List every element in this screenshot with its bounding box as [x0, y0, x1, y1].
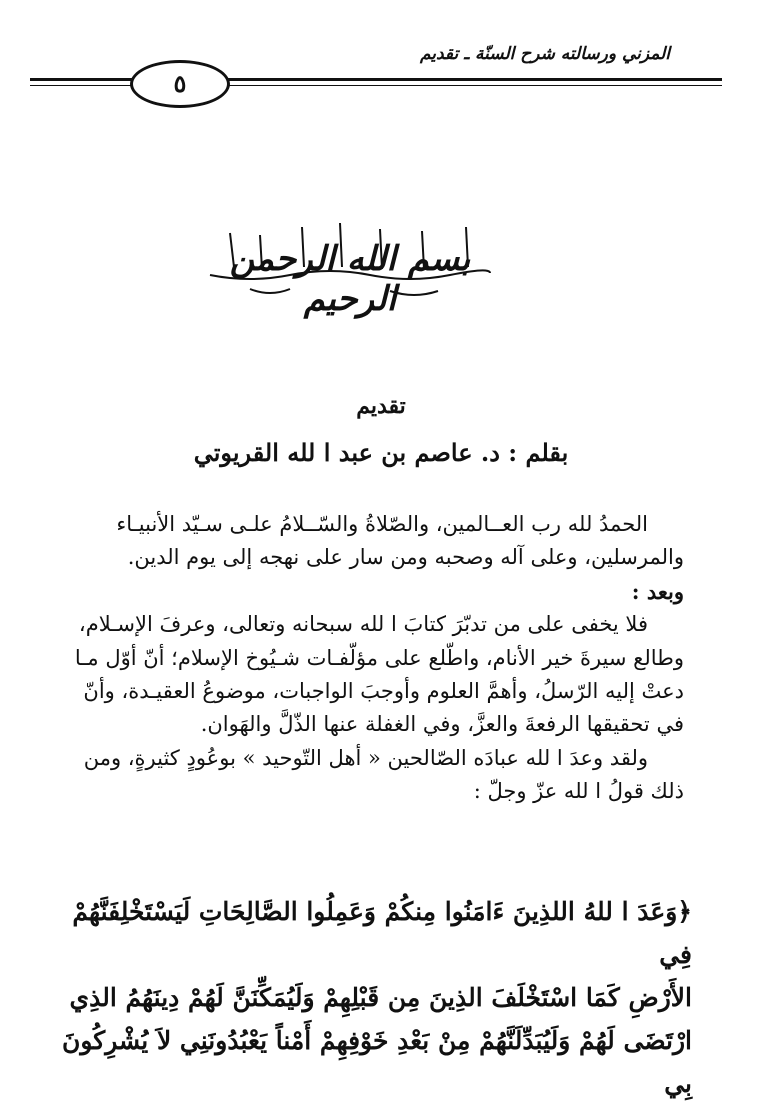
page-number: ٥ — [173, 69, 187, 98]
paragraph-3-line-2: ذلك قولُ ا لله عزّ وجلّ : — [473, 779, 684, 803]
basmala-calligraphy — [190, 205, 510, 319]
quran-line-3: ارْتَضَى لَهُمْ وَلَيُبَدِّلَنَّهُمْ مِنْ بَعْدِ خَوْفِهِمْ أَمْناً يَعْبُدُونَنِي لاَ يُشْرِكُونَ بِي — [62, 1026, 692, 1098]
quran-verse — [48, 890, 692, 1105]
paragraph-2-line-2: وطالع سيرةَ خير الأنام، واطّلع على مؤلّفـات شـيُوخ الإسلام؛ أنّ أوّل مـا — [74, 645, 684, 670]
paragraph-2-line-4: في تحقيقها الرفعةَ والعزَّ، وفي الغفلة عنها الذّلَّ والهَوان. — [200, 712, 684, 737]
author-line: بقلم : د. عاصم بن عبد ا لله القريوتي — [193, 438, 569, 467]
paragraph-1-line-1: الحمدُ لله رب العــالمين، والصّلاةُ والسّــلامُ علـى سـيّد الأنبيـاء — [116, 512, 648, 536]
quran-line-1: ﴿وَعَدَ ا للهُ اللذِينَ ءَامَنُوا مِنكُمْ وَعَمِلُوا الصَّالِحَاتِ لَيَسْتَخْلِفَنَّهُمْ فِي — [72, 897, 692, 969]
wabaad-heading: وبعد : — [631, 578, 684, 604]
paragraph-2-line-1: فلا يخفى على من تدبّرَ كتابَ ا لله سبحانه وتعالى، وعرفَ الإسـلام، — [78, 612, 648, 637]
basmala-text: بسم الله الرحمن الرحيم — [229, 239, 471, 319]
section-title: تقديم — [356, 393, 406, 419]
paragraph-3-line-1: ولقد وعدَ ا لله عبادَه الصّالحين « أهل التّوحيد » بوعُودٍ كثيرةٍ، ومن — [83, 745, 648, 770]
quran-line-2: الأَرْضِ كَمَا اسْتَخْلَفَ الذِينَ مِن قَبْلِهِمْ وَلَيُمَكِّنَنَّ لَهُمْ دِينَهُمُ الذِي — [69, 983, 692, 1012]
paragraph-2-line-3: دعتْ إليه الرّسلُ، وأهمَّ العلوم وأوجبَ الواجبات، موضوعُ العقيـدة، وأنّ — [83, 678, 684, 703]
paragraph-1-line-2: والمرسلين، وعلى آله وصحبه ومن سار على نهجه إلى يوم الدين. — [127, 545, 684, 570]
body-text — [60, 508, 684, 808]
page-number-badge — [130, 60, 230, 108]
running-header: المزني ورسالته شرح السنّة ـ تقديم — [419, 44, 670, 64]
